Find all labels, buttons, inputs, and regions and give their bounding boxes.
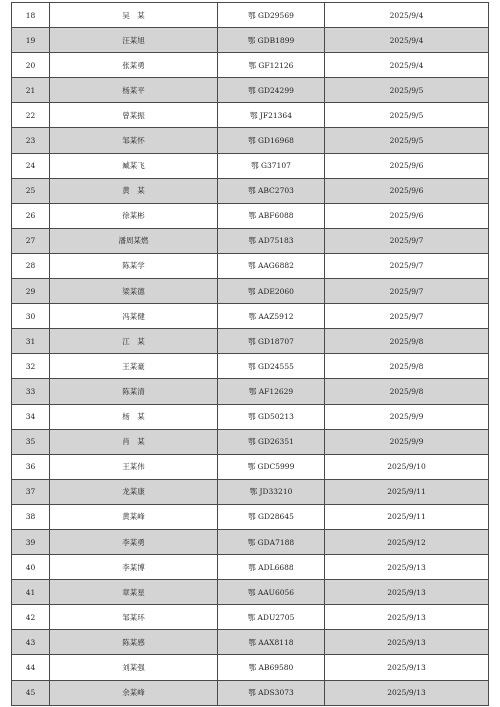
plate-number-cell: 鄂 AD75183 [218, 228, 325, 253]
plate-number-cell: 鄂 GD26351 [218, 429, 325, 454]
table-row [12, 529, 489, 554]
name-cell: 梁某德 [50, 279, 218, 304]
row-index-cell: 21 [12, 78, 50, 103]
date-cell: 2025/9/8 [325, 379, 489, 404]
table-body [12, 3, 489, 706]
table-row [12, 605, 489, 630]
plate-number-cell: 鄂 AB69580 [218, 655, 325, 680]
name-cell: 冯某健 [50, 304, 218, 329]
plate-number-cell: 鄂 GD29569 [218, 3, 325, 28]
plate-number-cell: 鄂 ABF6088 [218, 203, 325, 228]
plate-number-cell: 鄂 GDC5999 [218, 454, 325, 479]
row-index-cell: 32 [12, 354, 50, 379]
name-cell: 黄某峰 [50, 504, 218, 529]
row-index-cell: 35 [12, 429, 50, 454]
name-cell: 吴 某 [50, 3, 218, 28]
date-cell: 2025/9/13 [325, 580, 489, 605]
table-row [12, 479, 489, 504]
name-cell: 邹某怀 [50, 128, 218, 153]
plate-number-cell: 鄂 GD16968 [218, 128, 325, 153]
table-row [12, 680, 489, 705]
name-cell: 汪某旭 [50, 28, 218, 53]
name-cell: 李某勇 [50, 529, 218, 554]
row-index-cell: 23 [12, 128, 50, 153]
name-cell: 肖 某 [50, 429, 218, 454]
date-cell: 2025/9/11 [325, 479, 489, 504]
plate-number-cell: 鄂 JD33210 [218, 479, 325, 504]
row-index-cell: 26 [12, 203, 50, 228]
plate-number-cell: 鄂 ABC2703 [218, 178, 325, 203]
row-index-cell: 42 [12, 605, 50, 630]
table-row [12, 153, 489, 178]
date-cell: 2025/9/5 [325, 103, 489, 128]
row-index-cell: 27 [12, 228, 50, 253]
plate-number-cell: 鄂 AAU6056 [218, 580, 325, 605]
name-cell: 潘周某燃 [50, 228, 218, 253]
date-cell: 2025/9/6 [325, 153, 489, 178]
name-cell: 陈某学 [50, 253, 218, 278]
row-index-cell: 28 [12, 253, 50, 278]
table-row [12, 253, 489, 278]
name-cell: 张某勇 [50, 53, 218, 78]
name-cell: 李某博 [50, 555, 218, 580]
name-cell: 章某星 [50, 580, 218, 605]
row-index-cell: 25 [12, 178, 50, 203]
plate-number-cell: 鄂 G37107 [218, 153, 325, 178]
table-row [12, 580, 489, 605]
row-index-cell: 31 [12, 329, 50, 354]
date-cell: 2025/9/13 [325, 680, 489, 705]
table-row [12, 429, 489, 454]
date-cell: 2025/9/4 [325, 28, 489, 53]
date-cell: 2025/9/6 [325, 203, 489, 228]
date-cell: 2025/9/7 [325, 253, 489, 278]
date-cell: 2025/9/6 [325, 178, 489, 203]
row-index-cell: 24 [12, 153, 50, 178]
table-row [12, 28, 489, 53]
row-index-cell: 30 [12, 304, 50, 329]
plate-number-cell: 鄂 ADE2060 [218, 279, 325, 304]
plate-number-cell: 鄂 AAX8118 [218, 630, 325, 655]
registration-table [11, 2, 489, 706]
date-cell: 2025/9/11 [325, 504, 489, 529]
row-index-cell: 45 [12, 680, 50, 705]
plate-number-cell: 鄂 AF12629 [218, 379, 325, 404]
table-row [12, 53, 489, 78]
name-cell: 刘某强 [50, 655, 218, 680]
row-index-cell: 22 [12, 103, 50, 128]
table-row [12, 304, 489, 329]
date-cell: 2025/9/13 [325, 605, 489, 630]
date-cell: 2025/9/9 [325, 429, 489, 454]
plate-number-cell: 鄂 AAZ5912 [218, 304, 325, 329]
table-row [12, 555, 489, 580]
name-cell: 邹某环 [50, 605, 218, 630]
name-cell: 臧某飞 [50, 153, 218, 178]
plate-number-cell: 鄂 AAG6882 [218, 253, 325, 278]
row-index-cell: 44 [12, 655, 50, 680]
date-cell: 2025/9/4 [325, 53, 489, 78]
table-row [12, 404, 489, 429]
plate-number-cell: 鄂 GD50213 [218, 404, 325, 429]
plate-number-cell: 鄂 GD18707 [218, 329, 325, 354]
table-row [12, 279, 489, 304]
date-cell: 2025/9/12 [325, 529, 489, 554]
table-row [12, 379, 489, 404]
plate-number-cell: 鄂 ADU2705 [218, 605, 325, 630]
table-row [12, 228, 489, 253]
plate-number-cell: 鄂 GD24555 [218, 354, 325, 379]
table-row [12, 504, 489, 529]
name-cell: 陈某感 [50, 630, 218, 655]
table-row [12, 3, 489, 28]
date-cell: 2025/9/13 [325, 655, 489, 680]
name-cell: 余某峰 [50, 680, 218, 705]
name-cell: 曾某振 [50, 103, 218, 128]
name-cell: 黄 某 [50, 178, 218, 203]
table-row [12, 128, 489, 153]
row-index-cell: 40 [12, 555, 50, 580]
plate-number-cell: 鄂 ADL6688 [218, 555, 325, 580]
row-index-cell: 18 [12, 3, 50, 28]
date-cell: 2025/9/5 [325, 128, 489, 153]
date-cell: 2025/9/8 [325, 329, 489, 354]
plate-number-cell: 鄂 GF12126 [218, 53, 325, 78]
date-cell: 2025/9/4 [325, 3, 489, 28]
row-index-cell: 19 [12, 28, 50, 53]
name-cell: 陈某清 [50, 379, 218, 404]
name-cell: 龙某康 [50, 479, 218, 504]
table-row [12, 354, 489, 379]
date-cell: 2025/9/9 [325, 404, 489, 429]
name-cell: 杨某平 [50, 78, 218, 103]
date-cell: 2025/9/10 [325, 454, 489, 479]
table-row [12, 630, 489, 655]
row-index-cell: 39 [12, 529, 50, 554]
row-index-cell: 20 [12, 53, 50, 78]
name-cell: 徐某彬 [50, 203, 218, 228]
row-index-cell: 36 [12, 454, 50, 479]
date-cell: 2025/9/13 [325, 555, 489, 580]
date-cell: 2025/9/7 [325, 228, 489, 253]
table-row [12, 78, 489, 103]
date-cell: 2025/9/13 [325, 630, 489, 655]
name-cell: 杨 某 [50, 404, 218, 429]
plate-number-cell: 鄂 GD24299 [218, 78, 325, 103]
row-index-cell: 41 [12, 580, 50, 605]
date-cell: 2025/9/5 [325, 78, 489, 103]
date-cell: 2025/9/8 [325, 354, 489, 379]
row-index-cell: 33 [12, 379, 50, 404]
plate-number-cell: 鄂 GDA7188 [218, 529, 325, 554]
row-index-cell: 34 [12, 404, 50, 429]
row-index-cell: 43 [12, 630, 50, 655]
row-index-cell: 37 [12, 479, 50, 504]
name-cell: 王某伟 [50, 454, 218, 479]
date-cell: 2025/9/7 [325, 279, 489, 304]
name-cell: 江 某 [50, 329, 218, 354]
plate-number-cell: 鄂 GD28645 [218, 504, 325, 529]
table-row [12, 203, 489, 228]
name-cell: 王某豪 [50, 354, 218, 379]
plate-number-cell: 鄂 GDB1899 [218, 28, 325, 53]
plate-number-cell: 鄂 JF21364 [218, 103, 325, 128]
plate-number-cell: 鄂 ADS3073 [218, 680, 325, 705]
table-row [12, 454, 489, 479]
table-row [12, 329, 489, 354]
date-cell: 2025/9/7 [325, 304, 489, 329]
table-row [12, 655, 489, 680]
row-index-cell: 38 [12, 504, 50, 529]
table-row [12, 103, 489, 128]
table-row [12, 178, 489, 203]
row-index-cell: 29 [12, 279, 50, 304]
